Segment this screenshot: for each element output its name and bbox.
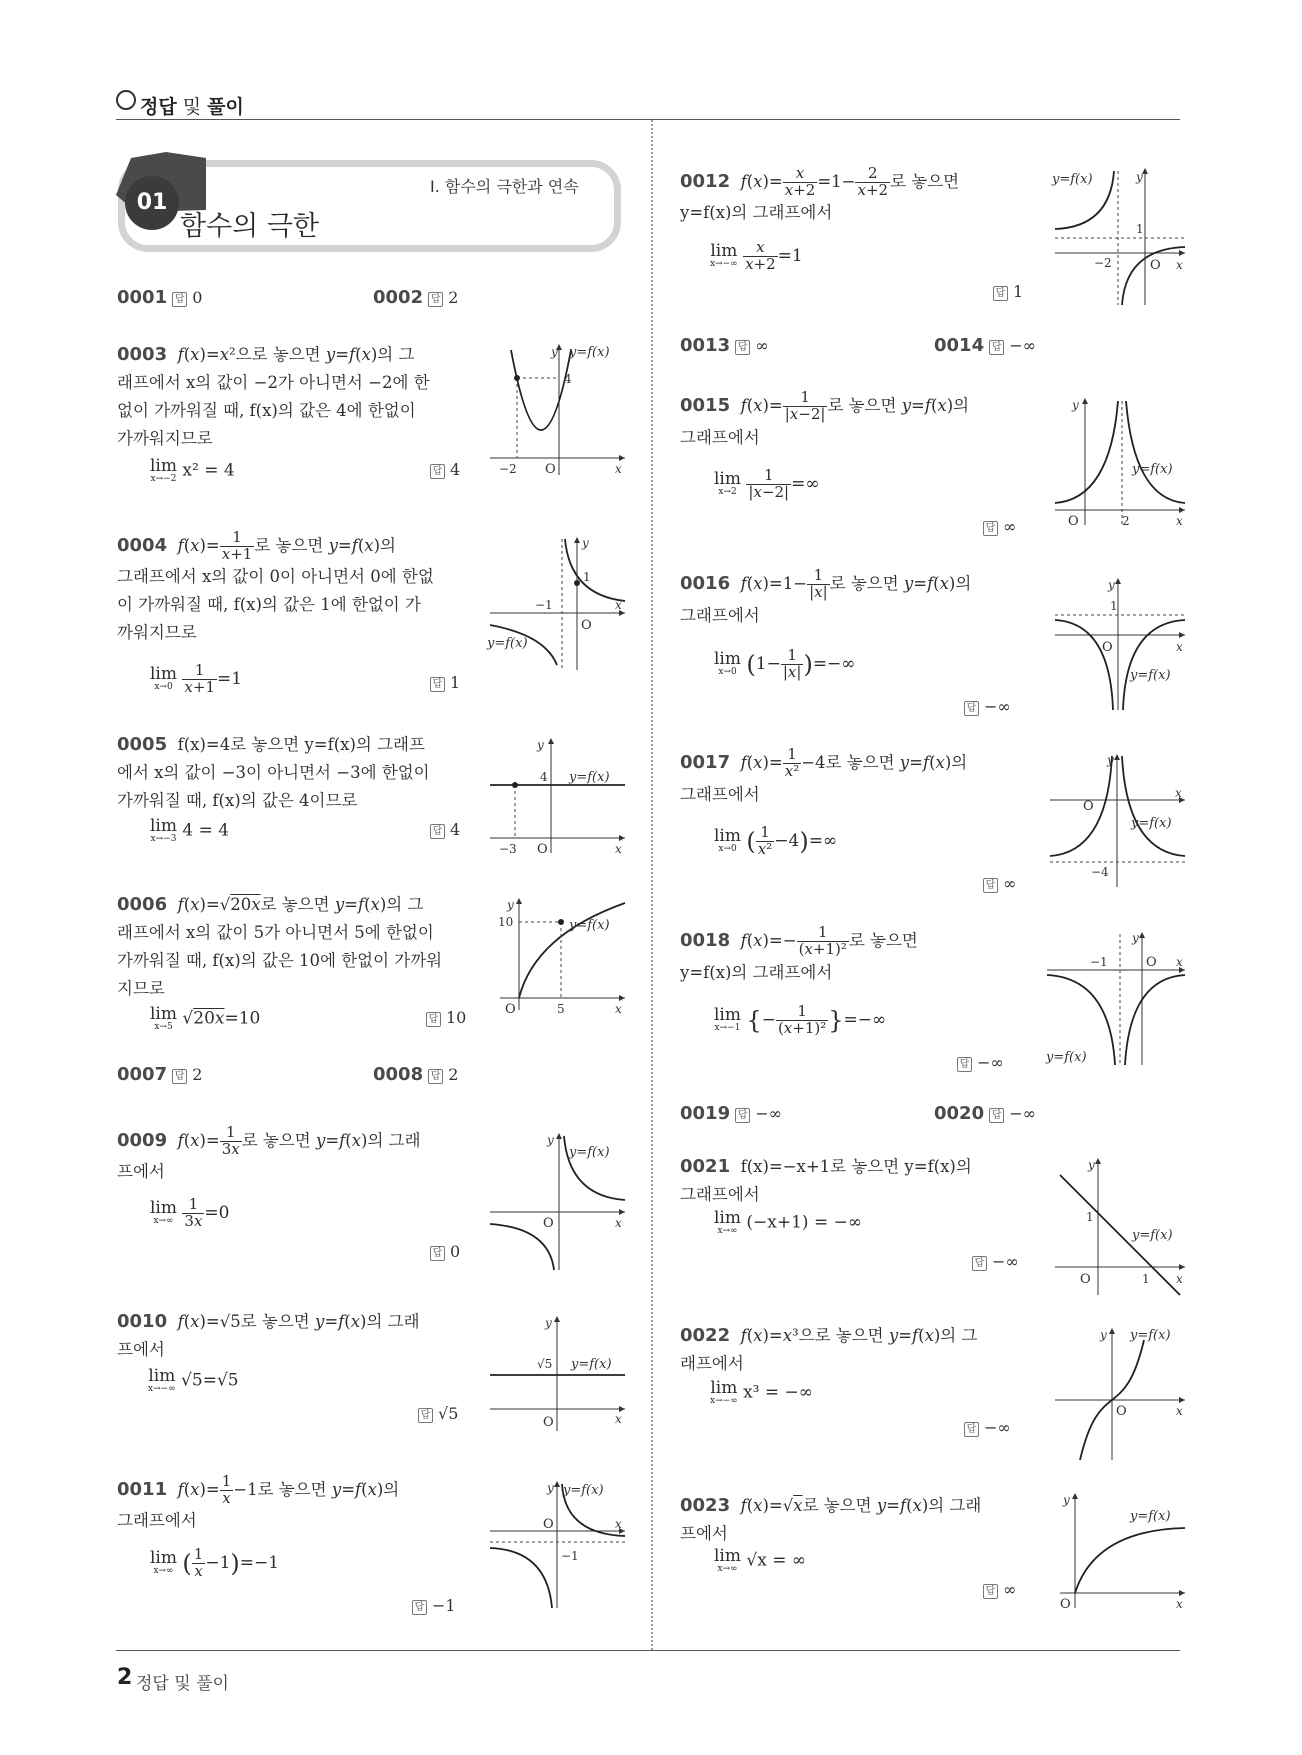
problem-0006: 0006 f(x)=√20x로 놓으면 y=f(x)의 그 래프에서 x의 값이 5가 아니면서 5에 한없이 가까워질 때, f(x)의 값은 10에 한없이 가까워 지므로: [117, 894, 443, 998]
answer-0003: 답 4: [430, 460, 460, 479]
limit-0009: lim x→∞ $\frac{1}{3x}$ =0: [150, 1195, 230, 1230]
limit-0011: lim x→∞ ( $\frac{1}{x}$ −1)=−1: [150, 1545, 280, 1580]
svg-text:y: y: [537, 738, 544, 752]
graph-0009: [485, 1130, 630, 1275]
graph-0003: [485, 340, 630, 480]
graph-0018: [1042, 930, 1190, 1070]
graph-0011: [485, 1478, 630, 1613]
svg-text:y: y: [582, 536, 589, 550]
answer-0011: 답 −1: [412, 1596, 456, 1615]
page-header: 정답 및 풀이: [140, 96, 244, 118]
section-title: 함수의 극한: [180, 211, 319, 242]
svg-text:x: x: [615, 1517, 622, 1531]
svg-text:x: x: [615, 1002, 622, 1016]
svg-text:O: O: [1060, 1597, 1071, 1612]
problem-0007: 0007 답 2: [117, 1064, 203, 1085]
svg-text:x: x: [615, 598, 622, 612]
answer-0004: 답 1: [430, 673, 460, 692]
logo-icon: [116, 90, 136, 110]
svg-text:x: x: [1176, 258, 1183, 272]
svg-text:y=f(x): y=f(x): [571, 1357, 612, 1372]
problem-0004: 0004 f(x)= $\frac{1}{x+1}$ 로 놓으면 y=f(x)의 그래프에서 x의 값이 0이 아니면서 0에 한없 이 가까워질 때, f(x)의 값은 1에 한없이 가 까워지므로: [117, 528, 434, 642]
svg-text:y: y: [1072, 398, 1079, 412]
problem-0002: 0002 답 2: [373, 287, 459, 308]
svg-text:y=f(x): y=f(x): [569, 770, 610, 785]
svg-text:x: x: [1176, 1272, 1183, 1286]
svg-text:y: y: [551, 345, 558, 359]
svg-text:y: y: [1088, 1158, 1095, 1172]
limit-0015: lim x→2 $\frac{1}{|x-2|}$ =∞: [714, 466, 820, 501]
svg-text:−4: −4: [1091, 865, 1109, 879]
problem-0022: 0022 f(x)=x³으로 놓으면 y=f(x)의 그 래프에서: [680, 1325, 978, 1373]
problem-0020: 0020 답 −∞: [934, 1103, 1036, 1124]
answer-icon: 답: [428, 292, 443, 307]
limit-0004: lim x→0 $\frac{1}{x+1}$ =1: [150, 661, 243, 696]
limit-0010: lim x→−∞ √5=√5: [148, 1366, 239, 1394]
answer-0015: 답 ∞: [983, 517, 1016, 536]
problem-0013: 0013 답 ∞: [680, 335, 769, 356]
graph-0005: [485, 735, 630, 860]
answer-0016: 답 −∞: [964, 697, 1011, 716]
svg-text:O: O: [1146, 955, 1157, 970]
svg-text:O: O: [1080, 1272, 1091, 1287]
svg-text:y=f(x): y=f(x): [1130, 1328, 1171, 1343]
svg-text:1: 1: [1086, 1210, 1094, 1224]
limit-0016: lim x→0 (1− $\frac{1}{|x|}$ )=−∞: [714, 646, 856, 681]
svg-text:5: 5: [557, 1002, 565, 1016]
problem-0011: 0011 f(x)= $\frac{1}{x}$ −1로 놓으면 y=f(x)의 그래프에서: [117, 1472, 400, 1530]
svg-text:−3: −3: [499, 842, 517, 856]
graph-0012: [1050, 165, 1190, 310]
problem-0005: 0005 f(x)=4로 놓으면 y=f(x)의 그래프 에서 x의 값이 −3이 아니면서 −3에 한없이 가까워질 때, f(x)의 값은 4이므로: [117, 734, 430, 810]
chapter-label: Ⅰ. 함수의 극한과 연속: [430, 177, 579, 196]
limit-0018: lim x→−1 {− $\frac{1}{\text{(x+1)²}}$ }=−∞: [714, 1002, 887, 1037]
svg-text:O: O: [1150, 258, 1161, 273]
svg-text:y: y: [545, 1316, 552, 1330]
answer-0010: 답 √5: [418, 1404, 458, 1423]
problem-0019: 0019 답 −∞: [680, 1103, 782, 1124]
answer-0021: 답 −∞: [972, 1252, 1019, 1271]
limit-0022: lim x→−∞ x³ = −∞: [710, 1378, 813, 1406]
svg-text:x: x: [615, 1412, 622, 1426]
svg-text:√5: √5: [537, 1357, 553, 1371]
svg-text:x: x: [1176, 955, 1183, 969]
limit-0012: lim x→−∞ $\frac{x}{x+2}$ =1: [710, 238, 803, 273]
svg-text:O: O: [1116, 1404, 1127, 1419]
column-divider: [651, 120, 653, 1650]
problem-0003: 0003 f(x)=x²으로 놓으면 y=f(x)의 그 래프에서 x의 값이 −2가 아니면서 −2에 한 없이 가까워질 때, f(x)의 값은 4에 한없이 가까워지므로: [117, 344, 430, 448]
graph-0017: [1045, 752, 1190, 892]
svg-text:x: x: [1176, 514, 1183, 528]
svg-text:y=f(x): y=f(x): [1052, 172, 1093, 187]
problem-0009: 0009 f(x)= $\frac{1}{3x}$ 로 놓으면 y=f(x)의 그래 프에서: [117, 1123, 421, 1181]
svg-text:O: O: [1068, 514, 1079, 529]
graph-0004: [485, 535, 630, 675]
svg-text:−2: −2: [499, 462, 517, 476]
limit-0003: lim x→−2 x² = 4: [150, 456, 235, 484]
problem-0016: 0016 f(x)=1− $\frac{1}{|x|}$ 로 놓으면 y=f(x)의 그래프에서: [680, 566, 972, 625]
svg-text:y: y: [1063, 1493, 1070, 1507]
svg-text:−1: −1: [561, 1549, 579, 1563]
svg-text:y=f(x): y=f(x): [569, 1145, 610, 1160]
problem-0015: 0015 f(x)= $\frac{1}{|x-2|}$ 로 놓으면 y=f(x)의 그래프에서: [680, 388, 970, 447]
limit-0023: lim x→∞ √x = ∞: [714, 1546, 807, 1574]
footer-rule: [116, 1650, 1180, 1651]
svg-text:y=f(x): y=f(x): [1132, 462, 1173, 477]
svg-text:x: x: [1176, 640, 1183, 654]
svg-text:y=f(x): y=f(x): [569, 918, 610, 933]
svg-text:−1: −1: [535, 598, 553, 612]
svg-text:4: 4: [564, 372, 572, 386]
svg-text:y: y: [547, 1481, 554, 1495]
answer-0012: 답 1: [993, 282, 1023, 301]
graph-0015: [1050, 395, 1190, 530]
svg-text:−1: −1: [1090, 955, 1108, 969]
svg-text:x: x: [1176, 1597, 1183, 1611]
graph-0021: [1050, 1155, 1190, 1305]
svg-text:O: O: [505, 1002, 516, 1017]
svg-text:4: 4: [540, 770, 548, 784]
svg-text:2: 2: [1122, 514, 1130, 528]
svg-text:O: O: [543, 1517, 554, 1532]
problem-0012: 0012 f(x)= $\frac{x}{x+2}$ =1− $\frac{2}{x+2}$ 로 놓으면 y=f(x)의 그래프에서: [680, 164, 960, 222]
graph-0023: [1050, 1490, 1190, 1615]
answer-0009: 답 0: [430, 1242, 460, 1261]
svg-text:O: O: [537, 842, 548, 857]
limit-0006: lim x→5 √20x=10: [150, 1004, 261, 1032]
svg-text:O: O: [543, 1415, 554, 1430]
problem-0023: 0023 f(x)=√x로 놓으면 y=f(x)의 그래 프에서: [680, 1495, 982, 1543]
svg-text:x: x: [615, 842, 622, 856]
svg-text:y=f(x): y=f(x): [1132, 1228, 1173, 1243]
problem-0014: 0014 답 −∞: [934, 335, 1036, 356]
svg-text:y: y: [507, 898, 514, 912]
svg-text:x: x: [615, 1216, 622, 1230]
svg-text:y=f(x): y=f(x): [1046, 1050, 1087, 1065]
svg-text:y=f(x): y=f(x): [487, 636, 528, 651]
svg-text:10: 10: [498, 915, 514, 929]
svg-text:x: x: [615, 462, 622, 476]
svg-text:y: y: [1136, 170, 1143, 184]
svg-text:y=f(x): y=f(x): [569, 345, 610, 360]
problem-0017: 0017 f(x)= $\frac{1}{\text{x²}}$ −4로 놓으면 y=f(x)의 그래프에서: [680, 745, 968, 804]
svg-text:x: x: [1176, 1404, 1183, 1418]
svg-text:y: y: [1107, 753, 1114, 767]
section-number: 01: [125, 176, 179, 230]
answer-0022: 답 −∞: [964, 1418, 1011, 1437]
answer-0005: 답 4: [430, 820, 460, 839]
svg-text:y=f(x): y=f(x): [563, 1483, 604, 1498]
svg-text:O: O: [545, 462, 556, 477]
svg-text:O: O: [543, 1216, 554, 1231]
limit-0017: lim x→0 ( $\frac{1}{\text{x²}}$ −4)=∞: [714, 823, 838, 858]
problem-0021: 0021 f(x)=−x+1로 놓으면 y=f(x)의 그래프에서: [680, 1156, 972, 1204]
svg-text:1: 1: [1142, 1272, 1150, 1286]
limit-0005: lim x→−3 4 = 4: [150, 816, 230, 844]
svg-text:O: O: [1083, 799, 1094, 814]
svg-text:1: 1: [583, 570, 591, 584]
page-number: 2: [117, 1665, 133, 1690]
graph-0022: [1050, 1325, 1190, 1465]
svg-text:y: y: [1108, 578, 1115, 592]
svg-text:1: 1: [1136, 222, 1144, 236]
problem-0001: 0001 답 0: [117, 287, 203, 308]
answer-icon: 답: [172, 292, 187, 307]
limit-0021: lim x→∞ (−x+1) = −∞: [714, 1208, 863, 1236]
answer-0018: 답 −∞: [957, 1053, 1004, 1072]
svg-text:O: O: [1102, 640, 1113, 655]
svg-text:x: x: [1175, 786, 1182, 800]
svg-text:O: O: [581, 618, 592, 633]
graph-0010: [485, 1313, 630, 1433]
svg-text:y: y: [1132, 931, 1139, 945]
footer-label: 정답 및 풀이: [136, 1674, 229, 1694]
problem-0008: 0008 답 2: [373, 1064, 459, 1085]
answer-0017: 답 ∞: [983, 874, 1016, 893]
svg-text:y: y: [1100, 1328, 1107, 1342]
svg-text:−2: −2: [1094, 256, 1112, 270]
answer-0006: 답 10: [426, 1008, 466, 1027]
problem-0018: 0018 f(x)=− $\frac{1}{\text{(x+1)²}}$ 로 놓으면 y=f(x)의 그래프에서: [680, 923, 918, 982]
svg-text:y: y: [547, 1133, 554, 1147]
svg-text:y=f(x): y=f(x): [1130, 668, 1171, 683]
svg-text:y=f(x): y=f(x): [1131, 816, 1172, 831]
svg-text:y=f(x): y=f(x): [1130, 1509, 1171, 1524]
graph-0006: [485, 895, 630, 1020]
graph-0016: [1050, 575, 1190, 715]
header-rule: [116, 119, 1180, 120]
answer-0023: 답 ∞: [983, 1580, 1016, 1599]
problem-0010: 0010 f(x)=√5로 놓으면 y=f(x)의 그래 프에서: [117, 1311, 420, 1359]
svg-text:1: 1: [1110, 599, 1118, 613]
